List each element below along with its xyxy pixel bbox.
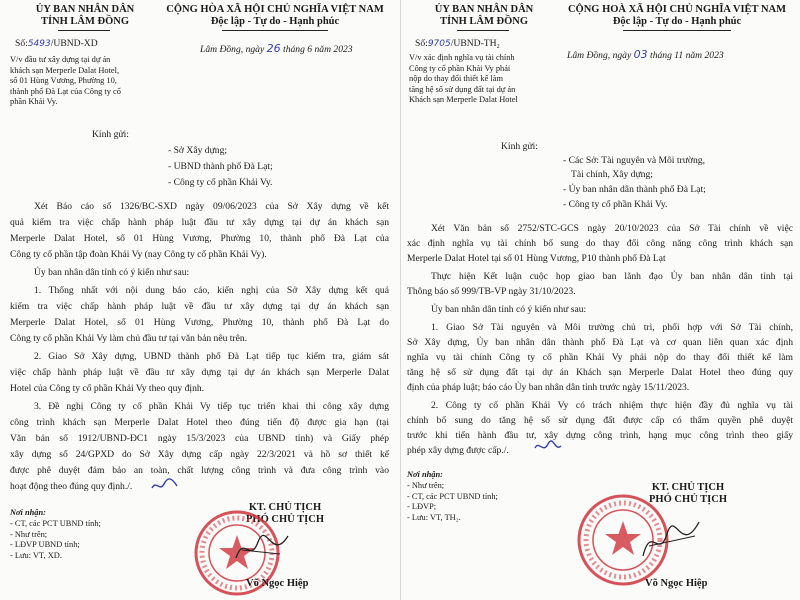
document-date: Lâm Đồng, ngày 03 tháng 11 năm 2023 bbox=[567, 48, 724, 61]
agency-rule bbox=[457, 30, 509, 31]
body-line: hoạt động theo đúng quy định./. bbox=[10, 481, 133, 492]
body-line: Công ty cổ phần Khải Vy làm chủ đầu tư tại văn bản nêu trên. bbox=[10, 333, 248, 344]
signature-icon bbox=[232, 528, 292, 568]
agency-province: TỈNH LÂM ĐỒNG bbox=[40, 16, 130, 27]
recipient: - Công ty cổ phần Khải Vy. bbox=[168, 177, 273, 188]
body-line: Xét Văn bản số 2752/STC-GCS ngày 20/10/2023 của Sở Tài chính về việc bbox=[431, 223, 793, 234]
body-line: Thông báo số 999/TB-VP ngày 31/10/2023. bbox=[407, 286, 576, 297]
body-line: Công ty cổ phần tập đoàn Khải Vy (nay Công ty cổ phần Khải Vy). bbox=[10, 249, 267, 260]
number-suffix: /UBND-XD bbox=[50, 38, 98, 49]
body-line: Ủy ban nhân dân tỉnh có ý kiến như sau: bbox=[34, 267, 190, 278]
body-line: tăng hệ số sử dụng đất tại dự án Khách sạn Merperle Dalat Hotel theo đúng quy bbox=[407, 367, 793, 378]
document-number bbox=[415, 38, 500, 49]
body-line: trước khi tiến hành đầu tư, xây dựng công trình, hạng mục công trình theo giấy bbox=[407, 430, 793, 441]
noi-nhan-title: Nơi nhận: bbox=[407, 470, 443, 479]
noi-nhan-list: - Như trên; - CT, các PCT UBND tỉnh; - LĐVP; - Lưu: VT, TH₂. bbox=[407, 481, 498, 522]
subject: V/v xác định nghĩa vụ tài chính Công ty cổ phần Khải Vy phải nộp do thay đổi thiết kế làm tăng hệ số sử dụng đất tại dự án Khách sạn Merperle Dalat Hotel bbox=[409, 53, 518, 104]
kinh-gui: Kính gửi: bbox=[92, 129, 129, 140]
sign-role: PHÓ CHỦ TỊCH bbox=[649, 494, 727, 505]
signature-icon bbox=[637, 516, 707, 566]
document-right bbox=[400, 0, 800, 600]
number-prefix: Số: bbox=[15, 38, 28, 49]
body-line: 3. Đề nghị Công ty cổ phần Khải Vy tiếp tục triển khai thi công xây dựng bbox=[34, 401, 389, 412]
body-line: công trình khách sạn Merperle Dalat Hotel theo đúng tiến độ được gia hạn (tại bbox=[10, 417, 389, 428]
signer-name: Võ Ngọc Hiệp bbox=[246, 578, 309, 589]
motto-rule bbox=[623, 30, 731, 31]
motto-rule bbox=[222, 30, 328, 31]
sign-role: PHÓ CHỦ TỊCH bbox=[246, 514, 324, 525]
national-motto: Độc lập - Tự do - Hạnh phúc bbox=[210, 16, 340, 27]
recipient: - UBND thành phố Đà Lạt; bbox=[168, 161, 273, 172]
body-line: phép xây dựng được cấp./. bbox=[407, 445, 509, 456]
body-line: nghĩa vụ tài chính Công ty cổ phần Khải Vy phải nộp do thay đổi thiết kế làm bbox=[407, 352, 793, 363]
number-handwritten: 5493 bbox=[27, 39, 51, 49]
body-line: xác định nghĩa vụ tài chính bổ sung do thay đổi công năng công trình khách sạn bbox=[407, 238, 793, 249]
body-line: chính bổ sung do tăng hệ số sử dụng đất được cấp có thẩm quyền phê duyệt bbox=[407, 415, 793, 426]
subject: V/v đầu tư xây dựng tại dự án khách sạn Merperle Dalat Hotel, số 01 Hùng Vương, Phường 10, thành phố Đà Lạt của Công ty cổ phần Khải Vy. bbox=[10, 55, 121, 106]
number-handwritten: 9705 bbox=[427, 39, 451, 49]
body-line: Xét Báo cáo số 1326/BC-SXD ngày 09/06/2023 của Sở Xây dựng về kết bbox=[34, 201, 389, 212]
initial-mark-icon bbox=[150, 476, 180, 494]
body-line: Thực hiện Kết luận cuộc họp giao ban lãnh đạo Ủy ban nhân dân tỉnh tại bbox=[431, 271, 793, 282]
document-number bbox=[15, 38, 98, 49]
document-date: Lâm Đồng, ngày 26 tháng 6 năm 2023 bbox=[200, 42, 353, 55]
agency-name: ỦY BAN NHÂN DÂN bbox=[35, 4, 135, 15]
body-line: việc chấp hành pháp luật về đầu tư xây dựng tại dự án khách sạn Merperle Dalat bbox=[10, 367, 389, 378]
body-line: Merperle Dalat Hotel tại số 01 Hùng Vương, P10 thành phố Đà Lạt bbox=[407, 253, 666, 264]
date-day-handwritten: 03 bbox=[633, 48, 648, 61]
noi-nhan-title: Nơi nhận: bbox=[10, 508, 46, 517]
body-line: 2. Giao Sở Xây dựng, UBND thành phố Đà Lạt tiếp tục kiểm tra, giám sát bbox=[34, 351, 389, 362]
body-line: quả kiểm tra việc chấp hành pháp luật đầu tư xây dựng tại dự án khách sạn bbox=[10, 217, 389, 228]
body-line: Hotel của Công ty cổ phần Khải Vy theo quy định. bbox=[10, 383, 205, 394]
date-day-handwritten: 26 bbox=[266, 42, 281, 55]
sign-role: KT. CHỦ TỊCH bbox=[651, 482, 725, 493]
sign-role: KT. CHỦ TỊCH bbox=[248, 502, 322, 513]
body-line: Merperle Dalat Hotel, số 01 Hùng Vương, Phường 10, thành phố Đà Lạt do bbox=[10, 317, 389, 328]
number-suffix: /UBND-TH₂ bbox=[450, 38, 500, 49]
recipient: - Các Sở: Tài nguyên và Môi trường, bbox=[563, 155, 705, 166]
agency-name: ỦY BAN NHÂN DÂN bbox=[434, 4, 534, 15]
recipient: - Công ty cổ phần Khải Vy. bbox=[563, 199, 668, 210]
recipient: Tài chính, Xây dựng; bbox=[571, 169, 653, 180]
body-line: xây dựng số 24/GPXD do Sở Xây dựng cấp ngày 22/3/2021 và hồ sơ thiết kế bbox=[10, 449, 389, 460]
initial-mark-icon bbox=[533, 438, 563, 456]
number-prefix: Số: bbox=[415, 38, 428, 49]
signer-name: Võ Ngọc Hiệp bbox=[645, 578, 708, 589]
body-line: Merperle Dalat Hotel, số 01 Hùng Vương, Phường 10, thành phố Đà Lạt của bbox=[10, 233, 389, 244]
agency-province: TỈNH LÂM ĐỒNG bbox=[439, 16, 529, 27]
body-line: Văn bản số 1912/UBND-ĐC1 ngày 15/3/2023 của UBND tỉnh) và Giấy phép bbox=[10, 433, 389, 444]
agency-rule bbox=[58, 30, 110, 31]
body-line: 1. Thống nhất với nội dung báo cáo, kiến nghị của Sở Xây dựng kết quả bbox=[34, 285, 389, 296]
body-line: kiểm tra việc chấp hành pháp luật về đầu tư xây dựng tại dự án khách sạn bbox=[10, 301, 389, 312]
body-line: Sở Xây dựng, Ủy ban nhân dân thành phố Đà Lạt và cơ quan liên quan xác định bbox=[407, 337, 793, 348]
body-line: 1. Giao Sở Tài nguyên và Môi trường chủ trì, phối hợp với Sở Tài chính, bbox=[431, 322, 793, 333]
recipient: - Ủy ban nhân dân thành phố Đà Lạt; bbox=[563, 184, 706, 195]
kinh-gui: Kính gửi: bbox=[501, 141, 538, 152]
body-line: 2. Công ty cổ phần Khải Vy có trách nhiệm thực hiện đầy đủ nghĩa vụ tài bbox=[431, 400, 793, 411]
national-title: CỘNG HOÀ XÃ HỘI CHỦ NGHĨA VIỆT NAM bbox=[567, 4, 787, 15]
body-line: Ủy ban nhân dân tỉnh có ý kiến như sau: bbox=[431, 304, 587, 315]
recipient: - Sở Xây dựng; bbox=[168, 145, 228, 156]
national-motto: Độc lập - Tự do - Hạnh phúc bbox=[612, 16, 742, 27]
noi-nhan-list: - CT, các PCT UBND tỉnh; - Như trên; - LĐVP UBND tỉnh; - Lưu: VT, XD. bbox=[10, 519, 101, 560]
body-line: được phê duyệt đảm bảo an toàn, chất lượng công trình và đưa công trình vào bbox=[10, 465, 389, 476]
body-line: định của pháp luật; báo cáo Ủy ban nhân dân tỉnh trước ngày 15/11/2023. bbox=[407, 382, 690, 393]
national-title: CỘNG HÒA XÃ HỘI CHỦ NGHĨA VIỆT NAM bbox=[166, 4, 384, 15]
